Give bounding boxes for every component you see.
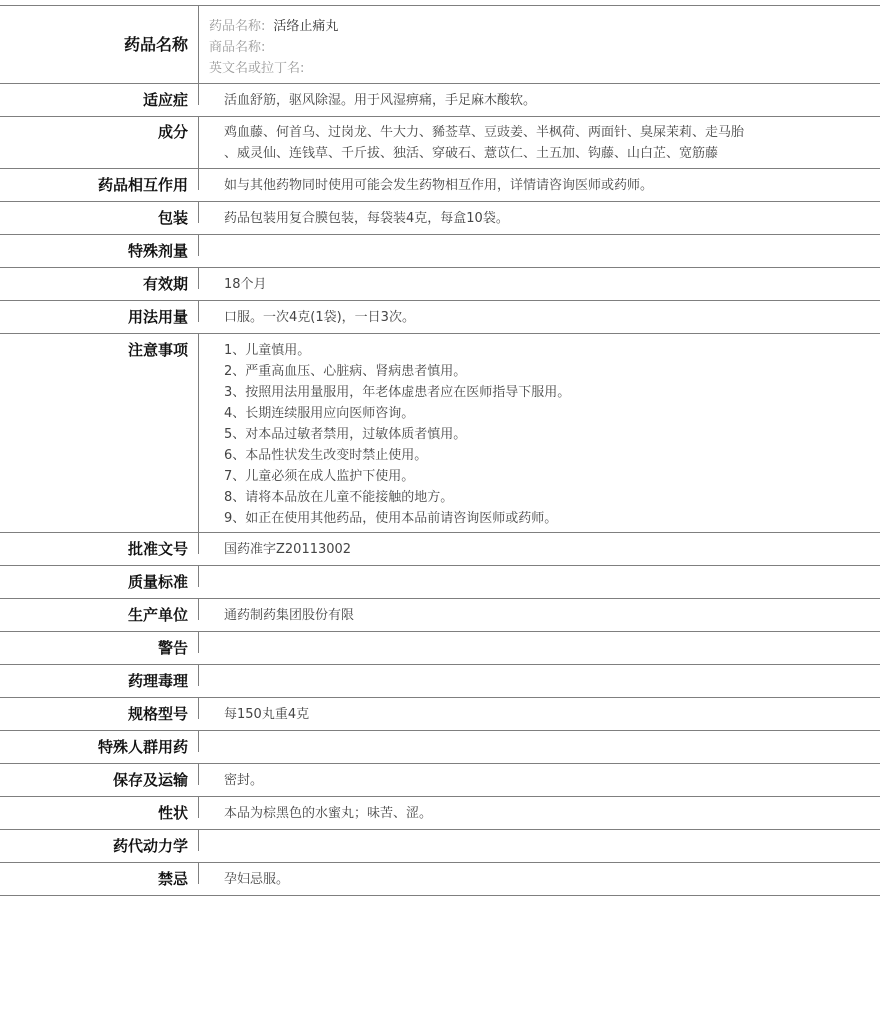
spec-value-manufacturer: 通药制药集团股份有限 [224, 608, 355, 623]
spec-label-special-dose: 特殊剂量 [0, 235, 199, 256]
precaution-item: 5、对本品过敏者禁用，过敏体质者慎用。 [224, 427, 467, 442]
spec-value-drug-name [199, 6, 880, 83]
spec-row-shelf-life [0, 268, 880, 301]
generic-name-key: 药品名称: [209, 19, 266, 34]
spec-row-ingredients [0, 117, 880, 169]
precaution-item: 2、严重高血压、心脏病、肾病患者慎用。 [224, 364, 467, 379]
drug-spec-table [0, 5, 880, 896]
spec-value-approval: 国药准字Z20113002 [224, 542, 352, 557]
spec-row-interaction [0, 169, 880, 202]
spec-label-toxicology: 药理毒理 [0, 665, 199, 686]
spec-row-approval [0, 533, 880, 566]
english-name-value [304, 61, 312, 76]
spec-label-ingredients: 成分 [0, 117, 199, 168]
precaution-item: 6、本品性状发生改变时禁止使用。 [224, 448, 428, 463]
spec-row-storage [0, 764, 880, 797]
spec-label-precautions: 注意事项 [0, 334, 199, 532]
precaution-item: 9、如正在使用其他药品，使用本品前请咨询医师或药师。 [224, 511, 558, 526]
precaution-item: 1、儿童慎用。 [224, 343, 311, 358]
spec-label-usage: 用法用量 [0, 301, 199, 322]
spec-value-interaction: 如与其他药物同时使用可能会发生药物相互作用，详情请咨询医师或药师。 [224, 178, 654, 193]
precaution-item: 8、请将本品放在儿童不能接触的地方。 [224, 490, 454, 505]
spec-label-approval: 批准文号 [0, 533, 199, 554]
spec-value-contraindication: 孕妇忌服。 [224, 872, 290, 887]
spec-label-storage: 保存及运输 [0, 764, 199, 785]
trade-name-line [209, 37, 872, 58]
spec-label-contraindication: 禁忌 [0, 863, 199, 884]
spec-row-indication [0, 84, 880, 117]
english-name-line [209, 58, 872, 79]
spec-row-precautions [0, 334, 880, 533]
spec-row-special-population [0, 731, 880, 764]
ingredients-line-1: 鸡血藤、何首乌、过岗龙、牛大力、豨莶草、豆豉姜、半枫荷、两面针、臭屎茉莉、走马胎 [224, 125, 745, 140]
precaution-item: 7、儿童必须在成人监护下使用。 [224, 469, 415, 484]
spec-row-drug-name [0, 6, 880, 84]
spec-value-package: 药品包装用复合膜包装，每袋装4克，每盒10袋。 [224, 211, 509, 226]
generic-name-line [209, 16, 872, 37]
spec-label-indication: 适应症 [0, 84, 199, 105]
spec-value-shelf-life: 18个月 [224, 277, 267, 292]
spec-label-spec: 规格型号 [0, 698, 199, 719]
spec-value-pharmacokinetics [199, 830, 880, 851]
spec-value-appearance: 本品为棕黑色的水蜜丸；味苦、涩。 [224, 806, 433, 821]
trade-name-key: 商品名称: [209, 40, 266, 55]
spec-row-pharmacokinetics [0, 830, 880, 863]
precaution-item: 3、按照用法用量服用，年老体虚患者应在医师指导下服用。 [224, 385, 571, 400]
spec-row-spec [0, 698, 880, 731]
generic-name-value: 活络止痛丸 [273, 19, 339, 34]
spec-label-pharmacokinetics: 药代动力学 [0, 830, 199, 851]
spec-value-warning [199, 632, 880, 653]
trade-name-value [265, 40, 273, 55]
spec-label-interaction: 药品相互作用 [0, 169, 199, 190]
ingredients-line-2: 、威灵仙、连钱草、千斤拔、独活、穿破石、薏苡仁、土五加、钩藤、山白芷、宽筋藤 [224, 146, 719, 161]
spec-label-special-population: 特殊人群用药 [0, 731, 199, 752]
spec-value-storage: 密封。 [224, 773, 264, 788]
spec-row-manufacturer [0, 599, 880, 632]
spec-label-warning: 警告 [0, 632, 199, 653]
spec-label-manufacturer: 生产单位 [0, 599, 199, 620]
spec-row-warning [0, 632, 880, 665]
spec-row-appearance [0, 797, 880, 830]
spec-row-contraindication [0, 863, 880, 896]
spec-row-toxicology [0, 665, 880, 698]
spec-label-quality: 质量标准 [0, 566, 199, 587]
spec-label-appearance: 性状 [0, 797, 199, 818]
spec-row-package [0, 202, 880, 235]
spec-value-precautions [199, 334, 880, 532]
spec-row-special-dose [0, 235, 880, 268]
spec-value-ingredients [199, 117, 880, 168]
spec-label-package: 包装 [0, 202, 199, 223]
spec-label-drug-name: 药品名称 [0, 6, 199, 83]
precaution-item: 4、长期连续服用应向医师咨询。 [224, 406, 415, 421]
spec-value-special-dose [199, 235, 880, 256]
spec-value-special-population [199, 731, 880, 752]
spec-value-usage: 口服。一次4克(1袋)，一日3次。 [224, 310, 415, 325]
spec-value-toxicology [199, 665, 880, 686]
spec-label-shelf-life: 有效期 [0, 268, 199, 289]
spec-value-indication: 活血舒筋，驱风除湿。用于风湿痹痛，手足麻木酸软。 [224, 93, 537, 108]
spec-row-quality [0, 566, 880, 599]
spec-value-spec: 每150丸重4克 [224, 707, 310, 722]
spec-row-usage [0, 301, 880, 334]
spec-value-quality [199, 566, 880, 587]
english-name-key: 英文名或拉丁名: [209, 61, 305, 76]
